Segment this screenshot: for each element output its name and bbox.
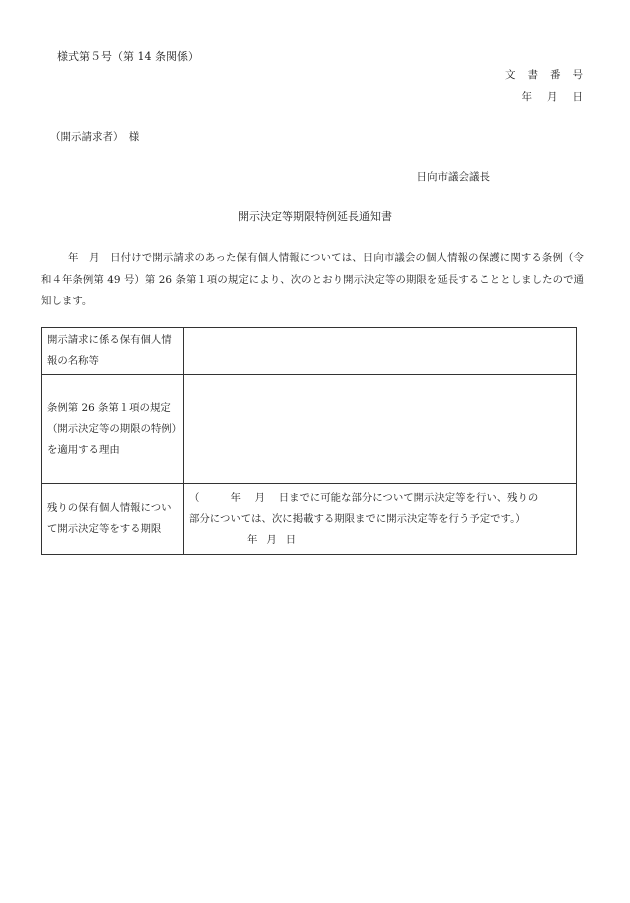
- sender-title: 日向市議会議長: [416, 171, 490, 183]
- info-table: [41, 327, 577, 555]
- table-row: [42, 484, 577, 555]
- deadline-cell: [184, 484, 577, 555]
- form-number: 様式第５号（第 14 条関係）: [57, 50, 199, 63]
- row-value: [184, 328, 577, 375]
- deadline-note-line-1: （ 年 月 日までに可能な部分について開示決定等を行い、残りの: [189, 491, 539, 504]
- row-label: 残りの保有個人情報について開示決定等をする期限: [42, 484, 184, 555]
- document-date: 年月日: [521, 91, 598, 103]
- deadline-date: 年月日: [247, 533, 306, 546]
- deadline-note-line-2: 部分については、次に掲載する期限までに開示決定等を行う予定です。）: [189, 512, 526, 525]
- table-row: [42, 328, 577, 375]
- row-label: 条例第 26 条第１項の規定（開示決定等の期限の特例）を適用する理由: [42, 375, 184, 484]
- notice-body: 年 月 日付けで開示請求のあった保有個人情報については、日向市議会の個人情報の保護に関する条例（令和４年条例第 49 号）第 26 条第１項の規定により、次のとおり開示決定等の期限を延長することとしましたので通知します。: [41, 252, 584, 307]
- table-row: [42, 375, 577, 484]
- row-label: 開示請求に係る保有個人情報の名称等: [42, 328, 184, 375]
- document-number: 文書番号: [505, 69, 595, 81]
- document-title: 開示決定等期限特例延長通知書: [238, 210, 392, 223]
- requester-name: （開示請求者） 様: [50, 131, 140, 143]
- row-value: [184, 375, 577, 484]
